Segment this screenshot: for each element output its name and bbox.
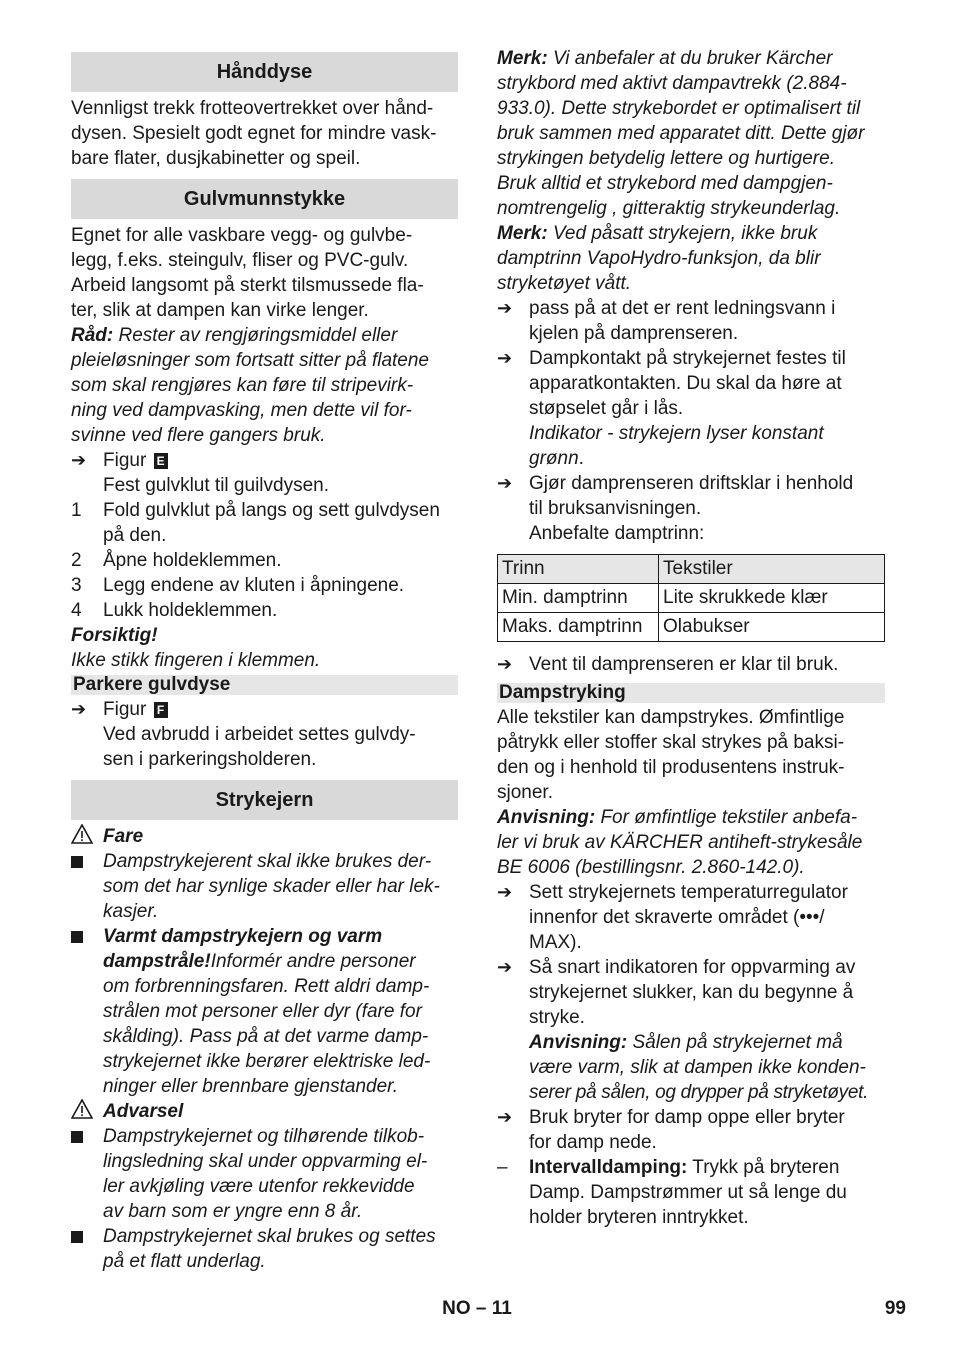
arrow-right-icon: ➔ — [497, 882, 513, 902]
arrow-right-icon: ➔ — [497, 348, 513, 368]
arrow-item-1: ➔ pass på at det er rent ledningsvann i kjelen på damprenseren. — [497, 298, 836, 344]
merk-note-2: Merk: Ved påsatt strykejern, ikke bruk damptrinn VapoHydro-funksjon, da blir stryketøyet vått. — [497, 223, 821, 294]
step-4: 4 Lukk holdeklemmen. — [71, 600, 278, 621]
arrow-right-icon: ➔ — [71, 450, 87, 470]
footer-section-label: NO – 11 — [442, 1298, 512, 1319]
advarsel-item-2: Dampstrykejernet skal brukes og settes på et flatt underlag. — [71, 1224, 458, 1274]
warning-triangle-icon — [71, 824, 93, 844]
merk-note-1: Merk: Vi anbefaler at du bruker Kärcher strykbord med aktivt dampavtrekk (2.884- 933.0). Dette strykebordet er optimalisert til bruk sammen med apparatet ditt. Dette gjør strykingen betydelig lettere og hurtigere. Bruk alltid et strykebord med dampgjen- nomtrengelig , gitteraktig strykeunderlag. — [497, 48, 865, 219]
heading-strykejern: Strykejern — [71, 780, 458, 820]
table-cell: Min. damptrinn — [498, 584, 659, 613]
advarsel-item-1: Dampstrykejernet og tilhørende tilkob- lingsledning skal under oppvarming el- ler avkjøling være utenfor rekkevidde av barn som er yngre enn 8 år. — [71, 1124, 458, 1224]
heading-parkere: Parkere gulvdyse — [71, 675, 458, 695]
intervall-item: – Intervalldamping: Trykk på bryteren Damp. Dampstrømmer ut så lenge du holder bryteren inntrykket. — [497, 1157, 847, 1228]
parkere-text: Ved avbrudd i arbeidet settes gulvdy- sen i parkeringsholderen. — [103, 724, 416, 770]
fare-heading: Fare — [71, 824, 458, 849]
heading-gulvmunnstykke: Gulvmunnstykke — [71, 179, 458, 219]
arrow-item-4: ➔ Sett strykejernets temperaturregulator innenfor det skraverte området (•••/ MAX). — [497, 882, 848, 953]
left-column — [71, 46, 458, 1274]
fare-item-2: Varmt dampstrykejern og varm dampstråle!Informér andre personer om forbrenningsfaren. Rett aldri damp- strålen mot personer eller dyr (fare for skålding). Pass på at det varme damp- strykejernet ikke berører elektriske led- ninger eller brennbare gjenstander. — [71, 924, 458, 1099]
heading-dampstryking: Dampstryking — [497, 683, 885, 703]
table-header-cell: Trinn — [498, 555, 659, 584]
table-cell: Olabukser — [659, 613, 885, 642]
figure-f-badge: F — [154, 702, 168, 718]
arrow-item-2: ➔ Dampkontakt på strykejernet festes til apparatkontakten. Du skal da høre at støpselet går i lås. Indikator - strykejern lyser konstant grønn. — [497, 348, 846, 469]
anvisning-note-1: Anvisning: For ømfintlige tekstiler anbefa- ler vi bruk av KÄRCHER antiheft-strykesåle BE 6006 (bestillingsnr. 2.860-142.0). — [497, 807, 863, 878]
dampstryking-text: Alle tekstiler kan dampstrykes. Ømfintlige påtrykk eller stoffer skal strykes på baksi- den og i henhold til produsentens instruk- sjoner. — [497, 707, 845, 803]
advarsel-heading: Advarsel — [71, 1099, 458, 1124]
table-row — [498, 613, 885, 642]
table-cell: Lite skrukkede klær — [659, 584, 885, 613]
step-1: 1 Fold gulvklut på langs og sett gulvdysen på den. — [71, 500, 440, 546]
bullet-square-icon — [71, 1131, 83, 1143]
fare-item-1: Dampstrykejerent skal ikke brukes der- som det har synlige skader eller har lek- kasjer. — [71, 849, 458, 924]
right-column — [497, 46, 885, 1230]
handdyse-text: Vennligst trekk frotteovertrekket over hånd- dysen. Spesielt godt egnet for mindre vask- bare flater, dusjkabinetter og speil. — [71, 98, 437, 169]
arrow-right-icon: ➔ — [497, 473, 513, 493]
gulv-text: Egnet for alle vaskbare vegg- og gulvbe- legg, f.eks. steingulv, fliser og PVC-gulv. Arbeid langsomt på sterkt tilsmussede fla- ter, slik at dampen kan virke lenger. — [71, 225, 424, 321]
rad-note: Råd: Rester av rengjøringsmiddel eller pleieløsninger som fortsatt sitter på flatene som skal rengjøres kan føre til stripevirk- ning ved dampvasking, men dette vil for- svinne ved flere gangers bruk. — [71, 325, 430, 446]
damptrinn-table — [497, 554, 885, 642]
arrow-right-icon: ➔ — [497, 654, 513, 674]
bullet-square-icon — [71, 1231, 83, 1243]
warning-triangle-icon — [71, 1099, 93, 1119]
table-header-cell: Tekstiler — [659, 555, 885, 584]
arrow-right-icon: ➔ — [497, 1107, 513, 1127]
table-row — [498, 584, 885, 613]
arrow-right-icon: ➔ — [71, 699, 87, 719]
figur-f-item: ➔ Figur F — [71, 697, 458, 722]
arrow-item-5: ➔ Så snart indikatoren for oppvarming av strykejernet slukker, kan du begynne å stryke. Anvisning: Sålen på strykejernet må være varm, slik at dampen ikke konden- serer på sålen, og drypper på stryketøyet. — [497, 957, 869, 1103]
figur-e-item: ➔ Figur E — [71, 448, 458, 473]
bullet-square-icon — [71, 931, 83, 943]
dash-marker: – — [497, 1157, 508, 1178]
table-header-row — [498, 555, 885, 584]
figure-e-badge: E — [154, 453, 168, 469]
fest-text: Fest gulvklut til guilvdysen. — [103, 475, 329, 496]
arrow-item-vent: ➔ Vent til damprenseren er klar til bruk. — [497, 654, 839, 675]
forsiktig-label: Forsiktig! — [71, 625, 158, 646]
bullet-square-icon — [71, 856, 83, 868]
arrow-item-6: ➔ Bruk bryter for damp oppe eller bryter for damp nede. — [497, 1107, 845, 1153]
forsiktig-text: Ikke stikk fingeren i klemmen. — [71, 650, 321, 671]
step-2: 2 Åpne holdeklemmen. — [71, 550, 282, 571]
step-3: 3 Legg endene av kluten i åpningene. — [71, 575, 405, 596]
arrow-right-icon: ➔ — [497, 957, 513, 977]
heading-handdyse: Hånddyse — [71, 52, 458, 92]
arrow-right-icon: ➔ — [497, 298, 513, 318]
arrow-item-3: ➔ Gjør damprenseren driftsklar i henhold til bruksanvisningen. Anbefalte damptrinn: — [497, 473, 854, 544]
table-cell: Maks. damptrinn — [498, 613, 659, 642]
page-number: 99 — [884, 1298, 906, 1319]
